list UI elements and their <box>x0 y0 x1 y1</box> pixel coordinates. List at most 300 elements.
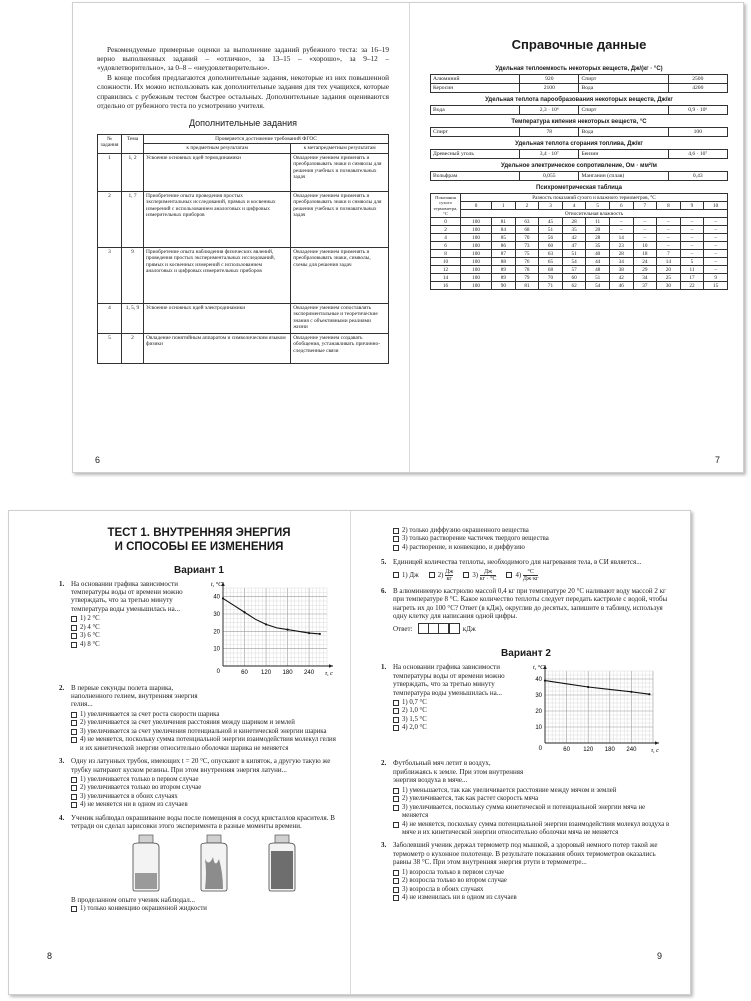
row-topic: 9 <box>122 247 144 303</box>
psy-cell: – <box>633 218 657 226</box>
question-row <box>381 759 531 784</box>
psy-cell: 46 <box>609 282 633 290</box>
psy-cell: 65 <box>539 258 563 266</box>
question-text: Одну из латунных трубок, имеющих t = 20 °С, опускают в кипяток, а другую такую же трубку натирают куском резины. При этом внутренняя энергия латуни... <box>71 757 331 774</box>
row-meta: Овладение умением применять и преобразовывать знаки и символы для решения учебных и познавательных задач <box>291 191 389 247</box>
checkbox-icon[interactable] <box>393 572 399 578</box>
question-number: 3. <box>381 841 387 850</box>
checkbox-icon[interactable] <box>71 794 77 800</box>
psy-cell: – <box>704 266 728 274</box>
psy-cell: 85 <box>492 234 516 242</box>
checkbox-icon[interactable] <box>393 725 399 731</box>
heat-capacity-section <box>430 66 728 93</box>
y-tick-label: 30 <box>535 693 542 700</box>
cell: Бензин <box>579 150 668 159</box>
y-tick-label: 20 <box>535 709 542 716</box>
psy-cell: 81 <box>515 282 539 290</box>
psy-cell: 14 <box>431 274 461 282</box>
psy-cell: 100 <box>461 234 492 242</box>
cell: Алюминий <box>431 75 520 84</box>
table-row <box>431 202 728 210</box>
option[interactable] <box>393 877 671 885</box>
psy-diff-cell: 1 <box>492 202 516 210</box>
psy-cell: 54 <box>562 258 586 266</box>
v1-question-5 <box>381 558 671 581</box>
psy-cell: 37 <box>633 282 657 290</box>
denominator: Дж·кг <box>522 575 539 582</box>
row-meta: Овладение умением применять и преобразовывать знаки и символы для решения учебных и познавательных задач <box>291 153 389 191</box>
bottom-spread <box>8 510 691 995</box>
psy-rh-header: Относительная влажность <box>461 210 728 218</box>
x-tick-label: 60 <box>563 747 570 754</box>
option[interactable] <box>429 569 454 582</box>
x-tick-label: 240 <box>626 747 637 754</box>
checkbox-icon[interactable] <box>71 729 77 735</box>
option-label: 1) Дж <box>402 571 419 579</box>
psy-cell: 86 <box>492 242 516 250</box>
psy-cell: – <box>704 218 728 226</box>
option-label: 3) увеличивается за счет увеличения потенциальной и кинетической энергии шарика <box>80 727 327 735</box>
test-title-line-1: ТЕСТ 1. ВНУТРЕННЯЯ ЭНЕРГИЯ <box>107 527 291 539</box>
cell: 2100 <box>520 84 579 93</box>
option[interactable] <box>393 527 671 535</box>
psy-cell: 89 <box>492 274 516 282</box>
row-meta: Овладение умением сопоставлять экспериментальные и теоретические знания с объективными реалиями жизни <box>291 303 389 333</box>
row-subject: Приобретение опыта наблюдения физических явлений, проведения простых экспериментальных исследований, прямых и косвенных измерений с использованием аналоговых и цифровых измерительных приборов <box>144 247 291 303</box>
psy-cell: 89 <box>492 266 516 274</box>
question-text: В первые секунды полета шарика, наполненного гелием, внутренняя энергия гелия... <box>71 683 198 709</box>
data-point <box>319 632 321 634</box>
checkbox-icon[interactable] <box>463 572 469 578</box>
checkbox-icon[interactable] <box>393 536 399 542</box>
psy-diff-cell: 10 <box>704 202 728 210</box>
table-row <box>431 250 728 258</box>
cell: Спирт <box>579 75 668 84</box>
psy-cell: 9 <box>704 274 728 282</box>
table-row <box>431 128 728 137</box>
vaporization-table <box>430 105 728 115</box>
denominator: кг <box>446 575 452 582</box>
option[interactable] <box>71 776 339 784</box>
options <box>393 869 671 903</box>
variant-2-title: Вариант 2 <box>501 648 551 660</box>
psy-cell: 100 <box>461 274 492 282</box>
option-label: 4) растворение, и конвекцию, и диффузию <box>402 543 525 551</box>
table-row <box>431 172 728 181</box>
cell: Вольфрам <box>431 172 520 181</box>
v2-question-3 <box>381 841 671 902</box>
psy-cell: 76 <box>515 258 539 266</box>
option-label: 3) возросла в обоих случаях <box>402 885 484 893</box>
psy-cell: 6 <box>431 242 461 250</box>
checkbox-icon[interactable] <box>71 642 77 648</box>
v1-question-3 <box>59 757 339 810</box>
psy-diff-cell: 7 <box>633 202 657 210</box>
option[interactable] <box>393 886 671 894</box>
page-7 <box>410 3 745 472</box>
checkbox-icon[interactable] <box>393 788 399 794</box>
option-label: 1) увеличивается только в первом случае <box>80 775 199 783</box>
y-axis-label: t, °С <box>211 581 223 588</box>
psy-cell: – <box>657 242 681 250</box>
option-label: 3) увеличивается в обоих случаях <box>80 792 178 800</box>
data-point <box>630 691 632 693</box>
row-num: 1 <box>98 153 122 191</box>
psy-cell: 14 <box>609 234 633 242</box>
option[interactable] <box>393 894 671 902</box>
psy-cell: 68 <box>515 226 539 234</box>
option[interactable] <box>71 711 339 719</box>
psy-cell: 88 <box>492 258 516 266</box>
psy-cell: – <box>704 258 728 266</box>
fraction <box>523 569 539 582</box>
psy-diff-header: Разность показаний сухого и влажного термометров, °С <box>461 194 728 202</box>
x-axis-label: τ, с <box>651 748 659 755</box>
cell: 2,3 · 10⁶ <box>520 106 579 115</box>
table-row <box>98 247 389 303</box>
psy-cell: 29 <box>633 266 657 274</box>
psy-diff-cell: 8 <box>657 202 681 210</box>
table-row <box>431 150 728 159</box>
extra-tasks-paragraph: В конце пособия предлагаются дополнительные задания, некоторые из них повышенной сложности. Их можно использовать как дополнительные задания для тех учащихся, которые справились с рубежным тестом быстрее остальных. Дополнительные задания оцениваются отдельно от рубежного теста по усмотрению учителя. <box>97 73 389 110</box>
question-text: В алюминиевую кастрюлю массой 0,4 кг при температуре 20 °С наливают воду массой 2 кг при температуре 8 °С. Какое количество теплоты следует передать кастрюле с водой, чтобы нагреть их до 100 °С? Ответ (в кДж), округлив до десятых, запишите в таблицу, используя одну клетку для написания одной цифры. <box>393 586 668 621</box>
option[interactable] <box>393 804 671 821</box>
psy-cell: 81 <box>492 218 516 226</box>
psy-cell: 23 <box>609 242 633 250</box>
question-number: 4. <box>59 813 65 822</box>
psy-cell: – <box>680 218 704 226</box>
checkbox-icon[interactable] <box>71 802 77 808</box>
question-text: Ученик наблюдал окрашивание воды после помещения в сосуд кристаллов красителя. В тетради он сделал зарисовки этого эксперимента в разные моменты времени. <box>71 813 335 831</box>
cell: 0,055 <box>520 172 579 181</box>
psy-diff-cell: 6 <box>609 202 633 210</box>
boiling-section <box>430 119 728 137</box>
row-subject: Овладение понятийным аппаратом и символическим языком физики <box>144 333 291 363</box>
option-label: 2) только диффузию окрашенного вещества <box>402 527 529 534</box>
psy-diff-cell: 4 <box>562 202 586 210</box>
row-num: 5 <box>98 333 122 363</box>
cell: 0,43 <box>668 172 727 181</box>
psy-cell: 100 <box>461 242 492 250</box>
y-tick-label: 10 <box>535 725 542 732</box>
question-text: Футбольный мяч летит в воздух, приближаясь к земле. При этом внутренняя энергия воздуха в мяче... <box>393 759 524 785</box>
fraction <box>480 569 497 582</box>
option[interactable] <box>393 544 671 552</box>
v1-question-2 <box>59 684 339 754</box>
checkbox-icon[interactable] <box>71 616 77 622</box>
option-label: 3) 6 °С <box>80 632 100 640</box>
psy-cell: 12 <box>431 266 461 274</box>
checkbox-icon[interactable] <box>71 906 77 912</box>
psy-cell: 11 <box>586 218 610 226</box>
row-num: 2 <box>98 191 122 247</box>
data-point <box>587 686 589 688</box>
row-subject: Усвоение основных идей электродинамики <box>144 303 291 333</box>
option[interactable] <box>393 572 419 579</box>
option-label: 4) не меняется, поскольку сумма потенциальной энергии взаимодействия молекул гелия и их кинетической энергии относительно оболочки шарика не меняется <box>80 736 336 752</box>
y-tick-label: 40 <box>213 594 220 601</box>
psy-cell: 62 <box>562 282 586 290</box>
table-row <box>431 194 728 202</box>
option-label: 1) уменьшается, так как увеличивается расстояние между мячом и землей <box>402 786 617 794</box>
origin-label: 0 <box>538 746 542 753</box>
col-subject-header: к предметным результатам <box>144 144 291 153</box>
checkbox-icon[interactable] <box>71 633 77 639</box>
psy-diff-cell: 0 <box>461 202 492 210</box>
row-num: 4 <box>98 303 122 333</box>
cell: Вода <box>579 128 668 137</box>
psy-cell: 15 <box>704 282 728 290</box>
option[interactable] <box>463 569 496 582</box>
checkbox-icon[interactable] <box>71 785 77 791</box>
option[interactable] <box>71 728 339 736</box>
v1-question-1 <box>59 580 339 682</box>
option-label: 4) <box>515 571 522 579</box>
row-subject: Приобретение опыта проведения простых экспериментальных исследований, прямых и косвенных измерений с использованием аналоговых и цифровых измерительных приборов <box>144 191 291 247</box>
option[interactable] <box>71 784 339 792</box>
question-number: 6. <box>381 586 387 595</box>
table-row <box>431 226 728 234</box>
option-label: 2) 1,0 °С <box>402 707 427 715</box>
cell: Вода <box>579 84 668 93</box>
psy-cell: 11 <box>680 266 704 274</box>
psy-cell: 73 <box>515 242 539 250</box>
cell: Керосин <box>431 84 520 93</box>
option[interactable] <box>71 905 339 913</box>
checkbox-icon[interactable] <box>71 625 77 631</box>
boiling-caption: Температура кипения некоторых веществ, °С <box>511 119 647 125</box>
checkbox-icon[interactable] <box>71 712 77 718</box>
psy-cell: 22 <box>680 282 704 290</box>
psy-cell: 38 <box>609 266 633 274</box>
table-row <box>431 218 728 226</box>
row-topic: 1, 7 <box>122 191 144 247</box>
psy-cell: 79 <box>515 274 539 282</box>
checkbox-icon[interactable] <box>393 887 399 893</box>
option[interactable] <box>71 793 339 801</box>
psy-cell: – <box>609 226 633 234</box>
psychro-section <box>430 185 728 290</box>
psy-cell: 44 <box>586 258 610 266</box>
answer-label: Ответ: <box>393 624 413 633</box>
x-tick-label: 240 <box>304 669 315 676</box>
cell: 920 <box>520 75 579 84</box>
psy-cell: 70 <box>539 274 563 282</box>
boiling-table <box>430 127 728 137</box>
checkbox-icon[interactable] <box>393 895 399 901</box>
answer-row <box>393 623 671 634</box>
data-point <box>544 680 546 682</box>
psy-cell: 87 <box>492 250 516 258</box>
psy-cell: 35 <box>562 226 586 234</box>
temperature-curve <box>223 598 320 634</box>
checkbox-icon[interactable] <box>71 737 77 743</box>
data-point <box>286 628 288 630</box>
cell: Древесный уголь <box>431 150 520 159</box>
psy-diff-cell: 5 <box>586 202 610 210</box>
psy-cell: 48 <box>586 266 610 274</box>
option[interactable] <box>71 801 339 809</box>
answer-cell[interactable] <box>449 623 460 634</box>
option-label: 2) увеличивается, так как растет скорость мяча <box>402 795 539 803</box>
checkbox-icon[interactable] <box>393 545 399 551</box>
psy-cell: 42 <box>609 274 633 282</box>
page-6 <box>73 3 409 472</box>
v1-question-6 <box>381 587 671 635</box>
cell: 100 <box>668 128 727 137</box>
psy-cell: – <box>633 234 657 242</box>
denominator: кг · °С <box>479 575 497 582</box>
checkbox-icon[interactable] <box>393 700 399 706</box>
row-subject: Усвоение основных идей термодинамики <box>144 153 291 191</box>
checkbox-icon[interactable] <box>506 572 512 578</box>
top-spread <box>72 2 744 473</box>
option[interactable] <box>393 535 671 543</box>
psy-cell: 63 <box>539 250 563 258</box>
origin-label: 0 <box>216 668 220 675</box>
question-row <box>59 757 339 774</box>
psy-cell: 20 <box>657 266 681 274</box>
option-label: 2) <box>437 571 444 579</box>
psy-cell: – <box>657 218 681 226</box>
checkbox-icon[interactable] <box>429 572 435 578</box>
question-number: 3. <box>59 757 65 766</box>
question-text: На основании графика зависимости температуры воды от времени можно утверждать, что за третью минуту температура воды уменьшилась на... <box>71 579 183 613</box>
combustion-section <box>430 141 728 159</box>
psy-cell: 34 <box>633 274 657 282</box>
question-number: 2. <box>59 683 65 692</box>
psy-cell: 18 <box>633 250 657 258</box>
psy-cell: 68 <box>539 266 563 274</box>
psy-cell: – <box>657 226 681 234</box>
v1-q4-continued <box>393 527 671 552</box>
option-label: 1) увеличивается за счет роста скорости шарика <box>80 710 220 718</box>
option-label: 1) 0,7 °С <box>402 698 427 706</box>
psy-cell: 24 <box>633 258 657 266</box>
psy-cell: 17 <box>680 274 704 282</box>
checkbox-icon[interactable] <box>393 708 399 714</box>
table-row <box>431 282 728 290</box>
option-label: 1) только конвекцию окрашенной жидкости <box>80 904 207 912</box>
option[interactable] <box>393 821 671 838</box>
psy-cell: – <box>680 242 704 250</box>
table-row <box>431 266 728 274</box>
y-tick-label: 20 <box>213 628 220 635</box>
answer-unit: кДж <box>462 624 476 633</box>
psy-cell: 100 <box>461 258 492 266</box>
data-point <box>265 623 267 625</box>
question-text: На основании графика зависимости температуры воды от времени можно утверждать, что за третью минуту температура воды уменьшилась на... <box>393 663 505 697</box>
combustion-table <box>430 149 728 159</box>
checkbox-icon[interactable] <box>71 777 77 783</box>
option-label: 4) 8 °С <box>80 640 100 648</box>
option-label: 1) возросла только в первом случае <box>402 868 505 876</box>
cell: 2500 <box>668 75 727 84</box>
option[interactable] <box>71 736 339 753</box>
x-tick-label: 120 <box>261 669 272 676</box>
option-label: 2) увеличивается за счет увеличения расстояния между шариком и землей <box>80 719 295 727</box>
psy-cell: 75 <box>515 250 539 258</box>
extra-tasks-title: Дополнительные задания <box>188 117 297 128</box>
options <box>71 776 339 810</box>
heat-capacity-caption: Удельная теплоемкость некоторых веществ, Дж/(кг · °С) <box>495 66 663 72</box>
checkbox-icon[interactable] <box>71 720 77 726</box>
psy-cell: 45 <box>539 218 563 226</box>
x-tick-label: 180 <box>282 669 293 676</box>
page-9 <box>351 511 692 994</box>
temperature-graph-v1 <box>203 576 339 680</box>
resistivity-table <box>430 171 728 181</box>
psy-cell: 100 <box>461 226 492 234</box>
question-after-text: В проделанном опыте ученик наблюдал... <box>71 895 195 904</box>
psy-cell: 16 <box>431 282 461 290</box>
option[interactable] <box>71 719 339 727</box>
option-label: 3) только растворение частичек твердого вещества <box>402 535 549 543</box>
option-label: 4) не меняется ни в одном из случаев <box>80 801 188 809</box>
psy-cell: 70 <box>515 234 539 242</box>
psy-cell: 34 <box>609 258 633 266</box>
option-label: 4) 2,0 °С <box>402 724 427 732</box>
resistivity-section <box>430 163 728 181</box>
checkbox-icon[interactable] <box>393 805 399 811</box>
options <box>393 787 671 838</box>
cell: 78 <box>520 128 579 137</box>
psy-cell: 28 <box>562 218 586 226</box>
option-label: 2) возросла только во втором случае <box>402 877 507 885</box>
question-number: 1. <box>381 663 387 672</box>
psy-diff-cell: 2 <box>515 202 539 210</box>
option[interactable] <box>393 869 671 877</box>
psy-cell: 8 <box>431 250 461 258</box>
grading-paragraph: Рекомендуемые примерные оценки за выполнение заданий рубежного теста: за 16–19 верно выполненных заданий – «отлично», за 13–15 – «хорошо», за 9–12 – «удовлетворительно», за 0–8 – «неудовлетворительно». <box>97 45 389 73</box>
question-number: 2. <box>381 759 387 768</box>
checkbox-icon[interactable] <box>393 528 399 534</box>
x-axis-label: τ, с <box>325 670 333 677</box>
option[interactable] <box>393 787 671 795</box>
question-row <box>59 580 199 614</box>
psy-cell: 51 <box>586 274 610 282</box>
psy-cell: 47 <box>562 242 586 250</box>
psy-cell: 35 <box>586 242 610 250</box>
question-row <box>59 814 339 831</box>
reference-title: Справочные данные <box>511 37 647 52</box>
y-tick-label: 30 <box>213 611 220 618</box>
temperature-curve <box>545 681 649 695</box>
psy-cell: 100 <box>461 218 492 226</box>
psy-cell: – <box>704 226 728 234</box>
option-label: 3) 1,5 °С <box>402 715 427 723</box>
col-num-header: № задания <box>98 134 122 153</box>
psy-cell: – <box>680 226 704 234</box>
options <box>71 905 339 913</box>
psy-cell: 40 <box>586 250 610 258</box>
checkbox-icon[interactable] <box>393 878 399 884</box>
checkbox-icon[interactable] <box>393 717 399 723</box>
heat-capacity-table <box>430 74 728 93</box>
page-number: 8 <box>47 951 53 961</box>
checkbox-icon[interactable] <box>393 822 399 828</box>
vaporization-caption: Удельная теплота парообразования некоторых веществ, Дж/кг <box>485 97 673 103</box>
unit-options <box>393 569 671 582</box>
option[interactable] <box>393 795 671 803</box>
option[interactable] <box>506 569 538 582</box>
cell: 4,6 · 10⁷ <box>668 150 727 159</box>
numerator: Дж <box>480 569 497 576</box>
checkbox-icon[interactable] <box>393 796 399 802</box>
page-number: 6 <box>95 455 101 465</box>
checkbox-icon[interactable] <box>393 870 399 876</box>
x-tick-label: 120 <box>583 747 594 754</box>
